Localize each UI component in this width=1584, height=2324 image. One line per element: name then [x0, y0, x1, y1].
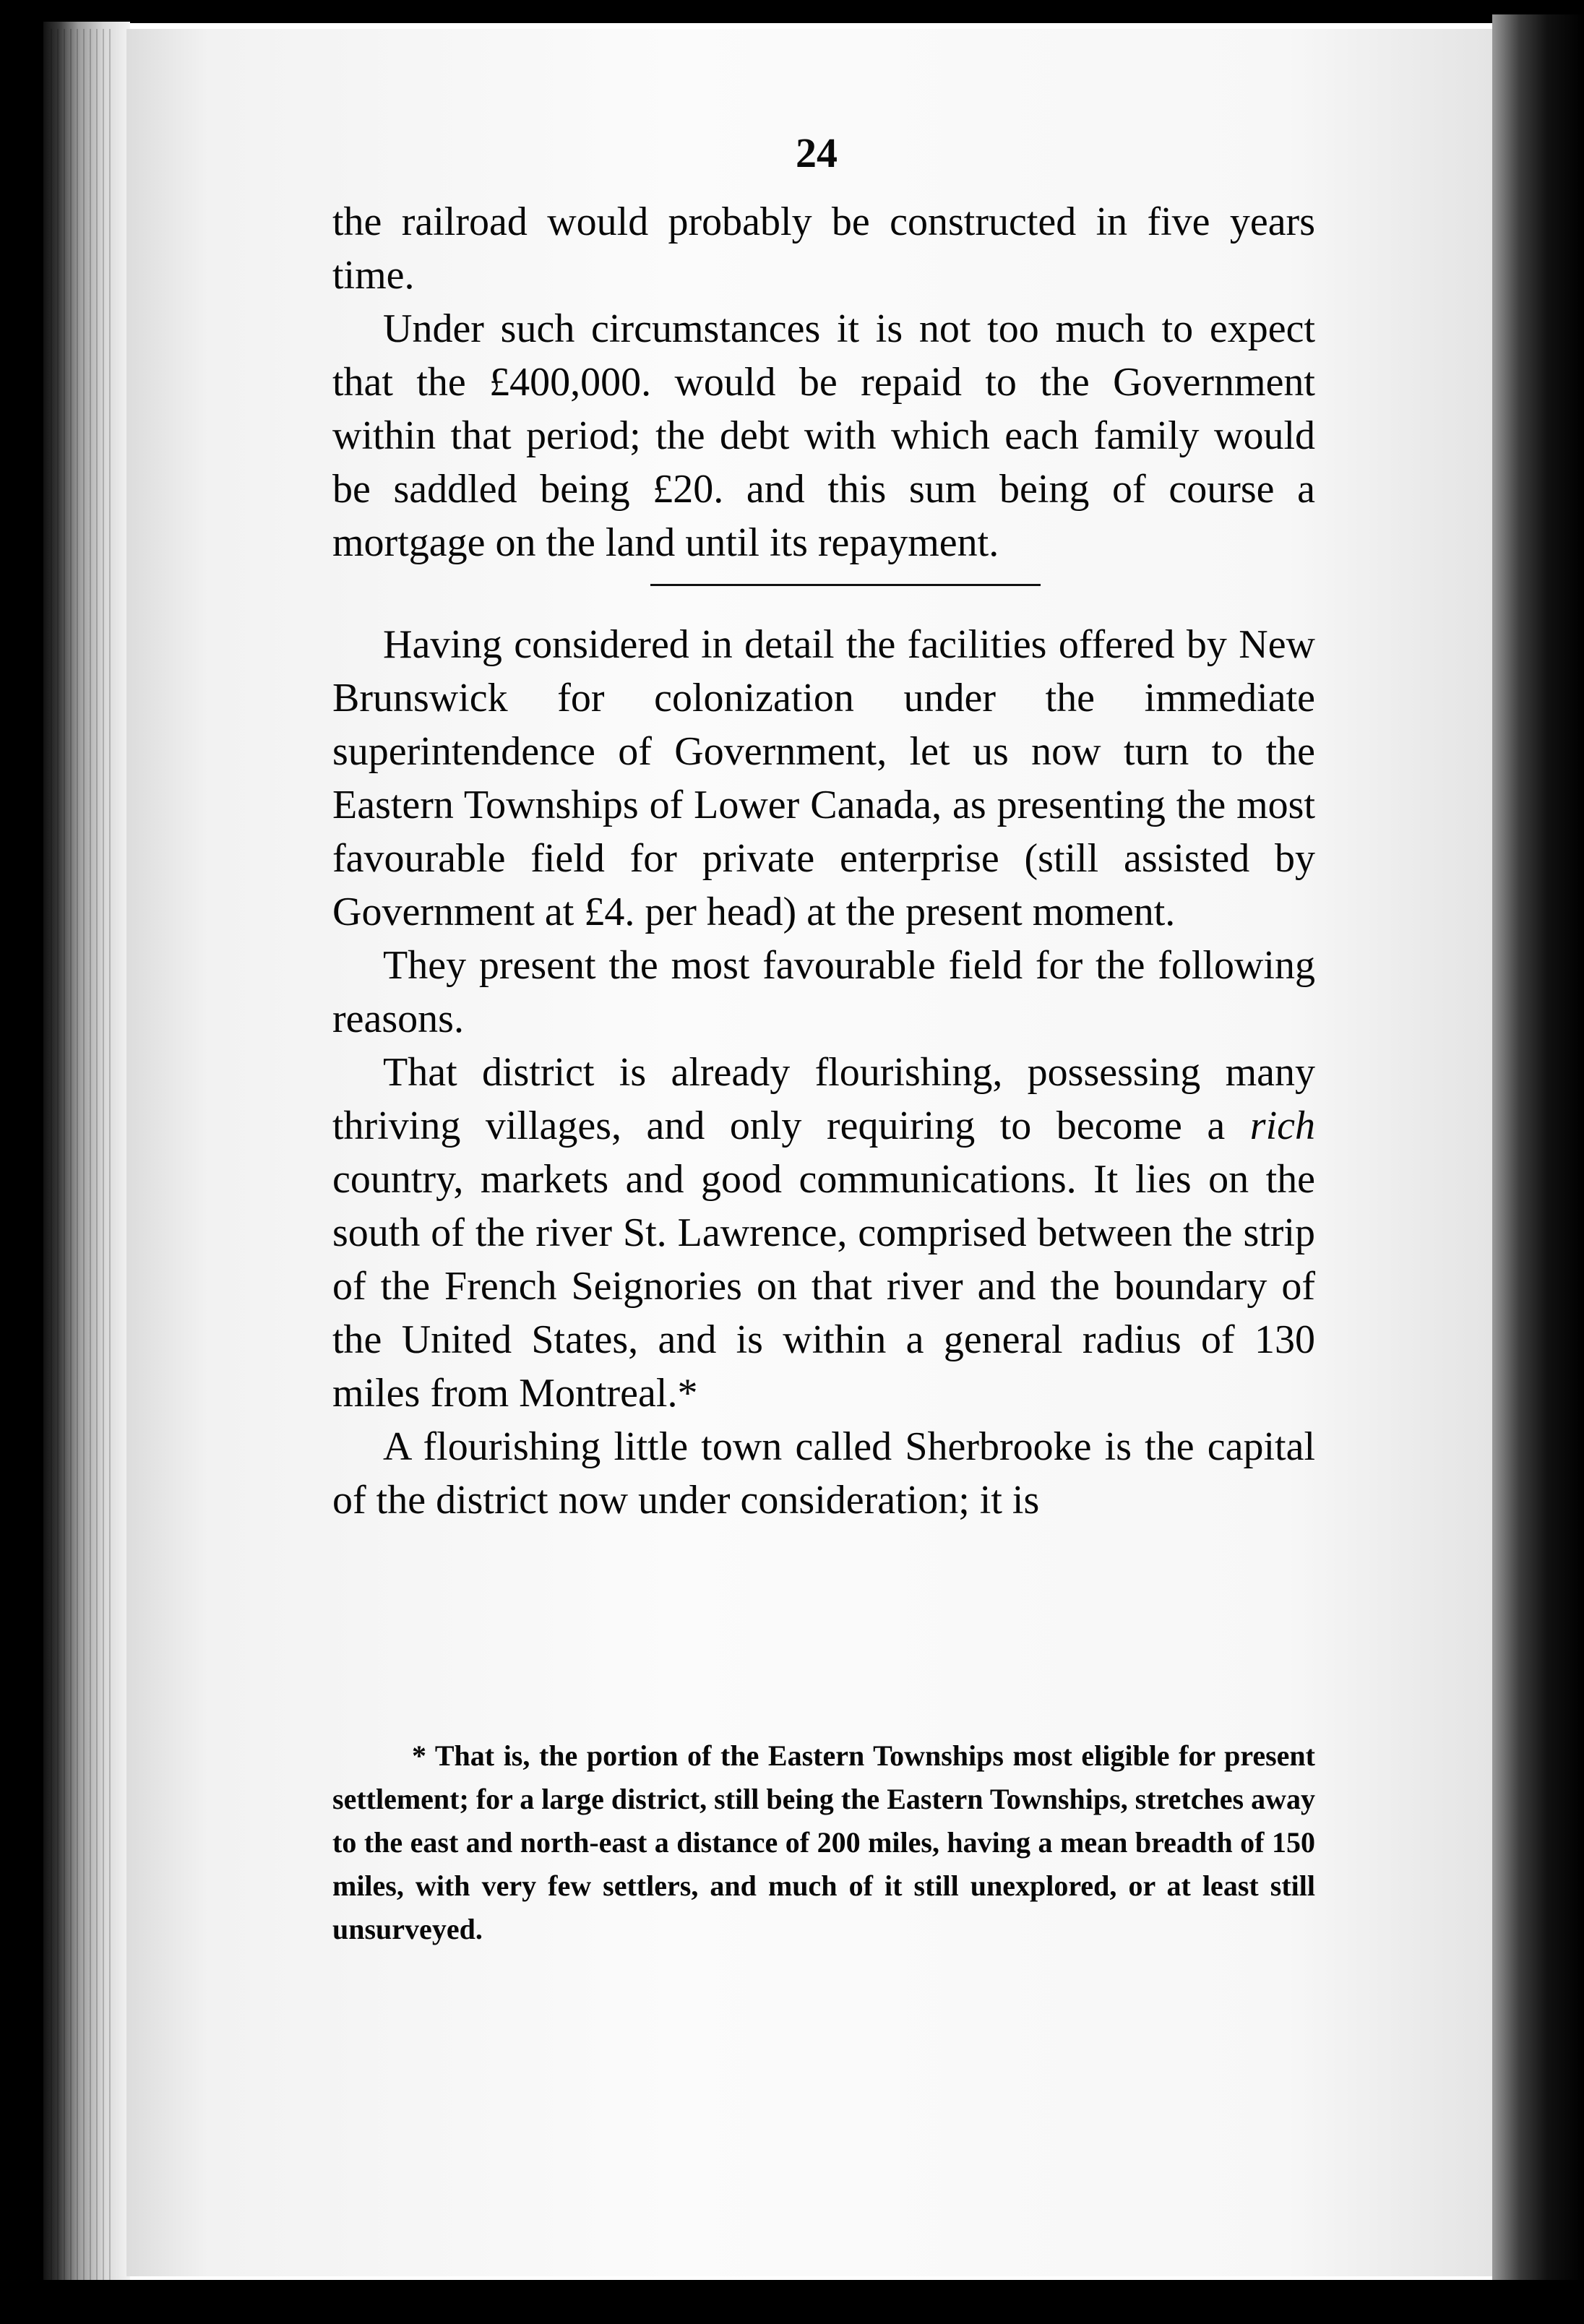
emphasized-word: rich [1249, 1103, 1315, 1148]
footnote-text: * That is, the portion of the Eastern Townships most eligible for present settlement; for a large district, still being the Eastern Townships, stretches away to the east and north-east a distance of 200 miles, having a mean breadth of 150 miles, with very few settlers, and much of it still unexplored, or at least still unsurveyed. [332, 1739, 1315, 1945]
page-edges [51, 29, 116, 2284]
paragraph: Under such circumstances it is not too much to expect that the £400,000. would be repaid to the Government within that period; the debt with which each family would be saddled being £20. and this sum being of course a mortgage on the land until its repayment. [332, 306, 1315, 565]
paragraph: Having considered in detail the facilities offered by New Brunswick for colonization under the immediate superintendence of Government, let us now turn to the Eastern Townships of Lower Canada, as presenting the most favourable field for private enterprise (still assisted by Government at £4. per head) at the present moment. [332, 622, 1315, 934]
footnote [332, 1734, 1315, 1951]
paragraph-text: country, markets and good communications. It lies on the south of the river St. Lawrence, comprised between the strip of the French Seignories on that river and the boundary of the United States, and is within a general radius of 130 miles from Montreal.* [332, 1157, 1315, 1416]
scan-right-border [1492, 14, 1584, 2324]
scan-left-border [0, 0, 45, 2324]
scan-top-border [0, 0, 1584, 23]
paragraph-text: That district is already flourishing, possessing many thriving villages, and only requiring to become a [332, 1050, 1315, 1148]
paragraph: the railroad would probably be constructed in five years time. [332, 199, 1315, 298]
paragraph: A flourishing little town called Sherbrooke is the capital of the district now under consideration; it is [332, 1424, 1315, 1523]
paragraph [332, 1046, 1315, 1420]
paragraph: They present the most favourable field for the following reasons. [332, 943, 1315, 1041]
section-divider [650, 584, 1041, 586]
scan-bottom-border [0, 2280, 1584, 2324]
page-number: 24 [796, 129, 838, 176]
main-text [332, 195, 1315, 1527]
